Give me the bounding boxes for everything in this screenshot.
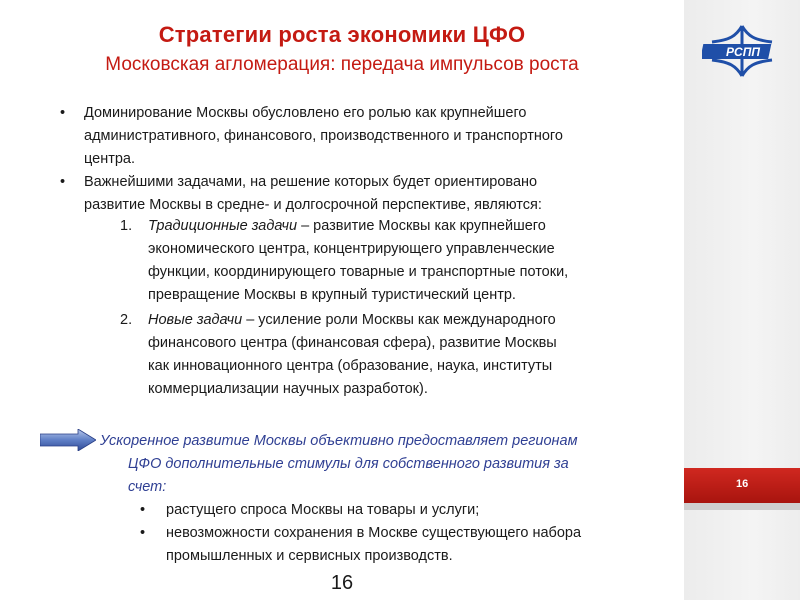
conclusion-line: ЦФО дополнительные стимулы для собственного развития за bbox=[128, 456, 569, 472]
sub-bullet-line: растущего спроса Москвы на товары и услуги; bbox=[166, 502, 480, 518]
sub-bullet-line: невозможности сохранения в Москве существующего набора bbox=[166, 525, 582, 541]
bullet-item bbox=[60, 171, 654, 217]
item-line: как инновационного центра (образование, наука, институты bbox=[148, 358, 553, 374]
item-line: финансового центра (финансовая сфера), развитие Москвы bbox=[148, 335, 557, 351]
conclusion-line: Ускоренное развитие Москвы объективно предоставляет регионам bbox=[100, 433, 578, 449]
conclusion-line: счет: bbox=[128, 479, 167, 495]
item-emphasis: Традиционные задачи bbox=[148, 218, 298, 234]
sub-bullet-line: промышленных и сервисных производств. bbox=[166, 548, 453, 564]
bullet-icon: • bbox=[140, 502, 146, 518]
item-number: 1. bbox=[120, 218, 133, 234]
band-page-number: 16 bbox=[736, 478, 749, 490]
item-line: экономического центра, концентрирующего управленческие bbox=[148, 241, 555, 257]
right-decor-strip bbox=[684, 0, 800, 600]
item-line: превращение Москвы в крупный туристический центр. bbox=[148, 287, 516, 303]
gray-band bbox=[684, 503, 800, 510]
bullet-line: административного, финансового, производственного и транспортного bbox=[84, 128, 563, 144]
bullet-line: развитие Москвы в средне- и долгосрочной перспективе, являются: bbox=[84, 197, 542, 213]
bullet-item bbox=[60, 102, 654, 171]
item-line: коммерциализации научных разработок). bbox=[148, 381, 428, 397]
conclusion-text bbox=[100, 430, 660, 499]
bullet-icon: • bbox=[140, 525, 146, 541]
bullet-icon: • bbox=[60, 174, 66, 190]
bullet-line: Важнейшими задачами, на решение которых будет ориентировано bbox=[84, 174, 538, 190]
bullet-icon: • bbox=[60, 105, 66, 121]
page-number: 16 bbox=[330, 572, 354, 594]
sub-bullet-item bbox=[140, 499, 666, 522]
item-line: – усиление роли Москвы как международного bbox=[242, 312, 556, 328]
item-line: – развитие Москвы как крупнейшего bbox=[297, 218, 546, 234]
rspp-logo bbox=[702, 22, 782, 80]
sub-bullet-item bbox=[140, 522, 666, 568]
bullet-line: центра. bbox=[84, 151, 136, 167]
arrow-right-icon bbox=[40, 429, 96, 451]
logo-text: РСПП bbox=[726, 45, 760, 59]
item-emphasis: Новые задачи bbox=[148, 312, 243, 328]
numbered-item bbox=[120, 309, 648, 401]
numbered-item bbox=[120, 215, 648, 307]
slide-subtitle: Московская агломерация: передача импульсов роста bbox=[105, 54, 579, 75]
item-line: функции, координирующего товарные и транспортные потоки, bbox=[148, 264, 569, 280]
item-number: 2. bbox=[120, 312, 133, 328]
bullet-line: Доминирование Москвы обусловлено его ролью как крупнейшего bbox=[84, 105, 527, 121]
slide-number-band bbox=[684, 468, 800, 503]
slide-title: Стратегии роста экономики ЦФО bbox=[158, 22, 526, 47]
